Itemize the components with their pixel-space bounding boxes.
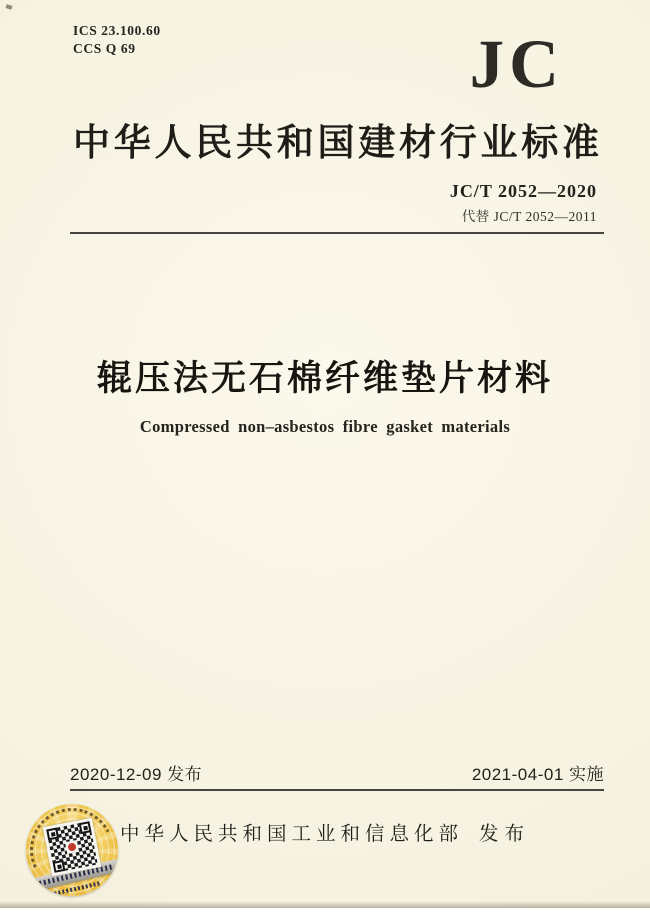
issuing-body: 中华人民共和国工业和信息化部	[119, 824, 463, 845]
standard-number: JC/T 2052—2020	[449, 181, 597, 201]
classification-codes	[73, 22, 161, 57]
replaces-note: 代替 JC/T 2052—2011	[461, 209, 597, 224]
anti-counterfeit-sticker	[26, 804, 118, 896]
qr-code	[43, 818, 102, 877]
qr-center-seal-icon	[65, 840, 79, 854]
dates-row	[70, 760, 604, 785]
scan-artifact-speck	[6, 4, 13, 10]
standard-number-block	[450, 181, 597, 225]
issue-date: 2020-12-09 发布	[70, 765, 203, 784]
ccs-code: CCS Q 69	[73, 40, 136, 56]
implement-date: 2021-04-01 实施	[471, 765, 604, 784]
qr-finder-icon	[79, 821, 92, 834]
ics-code: ICS 23.100.60	[73, 23, 161, 38]
document-title-english: Compressed non–asbestos fibre gasket materials	[139, 417, 511, 436]
qr-finder-icon	[46, 828, 59, 841]
header-divider-rule	[70, 232, 604, 234]
publish-label: 发布	[479, 824, 531, 845]
qr-pattern	[46, 821, 98, 873]
document-title-chinese: 辊压法无石棉纤维垫片材料	[96, 359, 553, 399]
qr-finder-icon	[53, 860, 66, 873]
footer-divider-rule	[70, 789, 604, 791]
standard-series-title: 中华人民共和国建材行业标准	[73, 123, 601, 164]
jc-logo: JC	[469, 26, 564, 102]
scan-bottom-shadow	[0, 901, 650, 908]
